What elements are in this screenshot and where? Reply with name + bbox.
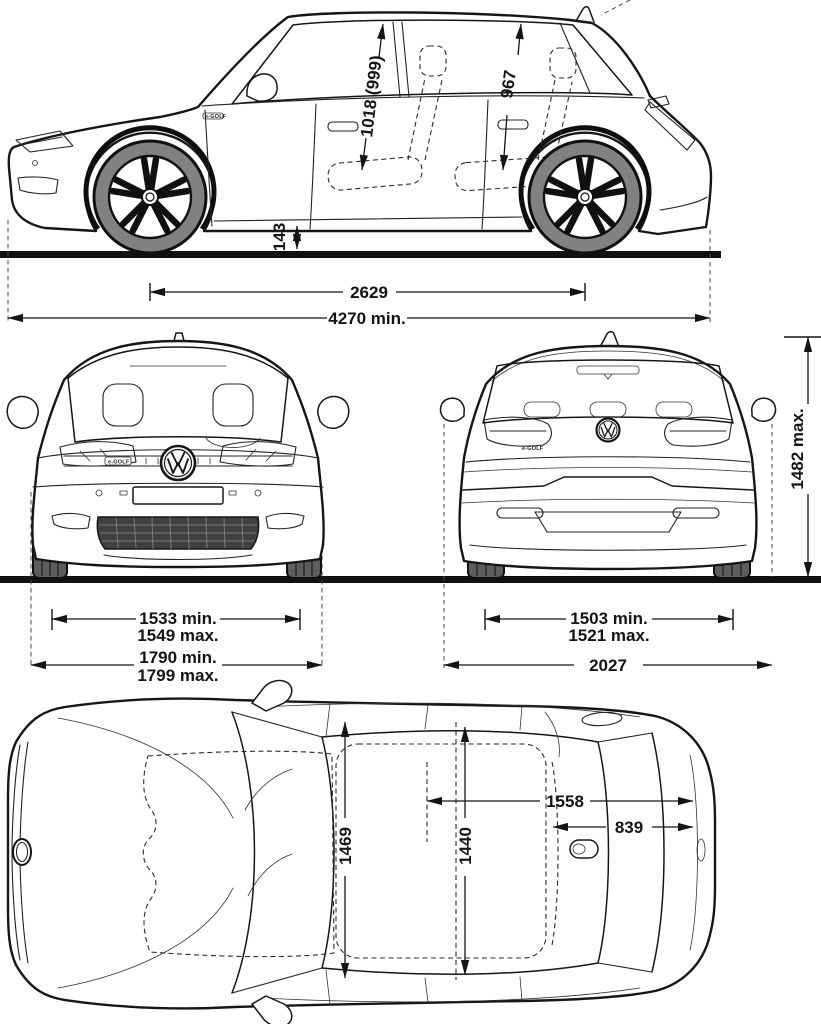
rear-mirror-left [440, 398, 464, 421]
dim-wheelbase [150, 283, 585, 302]
side-antenna-fin-icon [576, 7, 594, 22]
vw-logo-top [13, 839, 31, 865]
dim-rear-track-min-label: 1503 min. [570, 609, 648, 628]
rear-car-body [460, 346, 757, 569]
dim-rear-interior-width-label: 1440 [456, 827, 475, 865]
rear-view [440, 332, 821, 675]
front-door-handle [328, 122, 358, 131]
c-pillar-divider [560, 23, 590, 93]
dim-rear-interior-width [456, 727, 475, 975]
dim-front-track-min-label: 1533 min. [139, 609, 217, 628]
cowl-arc [232, 712, 255, 993]
door-seam-2 [482, 100, 488, 229]
front-antenna [174, 333, 184, 341]
dim-front-track-max-label: 1549 max. [137, 626, 219, 645]
mid-ground-line [0, 576, 821, 583]
dim-rear-track [485, 609, 733, 645]
dim-body-width-max-label: 1799 max. [137, 666, 219, 685]
dim-front-track [52, 609, 300, 645]
bumper-crease [660, 197, 707, 210]
dim-overall-height [784, 337, 821, 577]
front-seat-dashed [327, 46, 446, 191]
dim-ground-clearance [270, 223, 297, 251]
sensor-dot [33, 161, 38, 166]
side-badge: e-GOLF [205, 114, 227, 120]
dim-front-interior-width-label: 1469 [336, 827, 355, 865]
dim-overall-height-label: 1482 max. [788, 408, 807, 490]
hood-creases [58, 718, 233, 988]
b-pillar [393, 22, 409, 97]
charge-port-detail [570, 840, 598, 858]
sill-crease [214, 217, 522, 221]
front-intake [18, 177, 58, 194]
dim-rear-track-max-label: 1521 max. [568, 626, 650, 645]
antenna-extension-dashed [601, 0, 630, 15]
rear-badge: e-GOLF [522, 446, 544, 452]
dim-front-headroom [357, 24, 386, 170]
dim-load-length-label: 839 [614, 818, 644, 837]
dim-width-mirrors [444, 656, 772, 675]
vw-logo-rear [597, 419, 620, 442]
seatback-dashed-arc [552, 762, 558, 945]
dim-load-length [553, 818, 693, 837]
dim-body-width-min-label: 1790 min. [139, 648, 217, 667]
rear-antenna-fin-icon [600, 332, 619, 347]
roof-rear-arc [598, 742, 609, 963]
dim-load-length-max-label: 1558 [546, 792, 584, 811]
front-wipers [245, 769, 292, 896]
front-mirror-left [7, 397, 38, 429]
lower-grille [97, 517, 258, 549]
door-seams-top [326, 703, 522, 1004]
c-pillars-top [598, 733, 652, 972]
top-antenna-fin-icon [582, 711, 623, 727]
rear-mirror-right [752, 398, 776, 421]
dim-ground-clearance-label: 143 [270, 222, 289, 252]
dim-body-width [31, 648, 322, 685]
cargo-area-dashed [336, 744, 546, 958]
tailgate-handle [697, 839, 705, 861]
dim-overall-length [8, 309, 710, 328]
front-wheel [94, 141, 206, 253]
dim-rear-headroom [497, 24, 521, 170]
roof-front-arc [322, 737, 334, 968]
side-view [0, 0, 721, 328]
rear-wheel [529, 141, 641, 253]
dim-width-mirrors-label: 2027 [589, 656, 627, 675]
front-view [7, 333, 349, 685]
taillight-side [645, 102, 695, 150]
side-glasshouse [232, 20, 632, 104]
side-ground-line [0, 251, 721, 258]
dim-rear-headroom-label: 967 [497, 68, 520, 100]
tailgate-arc [652, 733, 664, 972]
top-mirror-lower [252, 996, 292, 1024]
door-seam-1 [310, 104, 316, 229]
dim-front-interior-width [336, 722, 355, 978]
rear-glass-lower-arc [690, 755, 698, 950]
vw-logo-front [161, 446, 195, 480]
dim-wheelbase-label: 2629 [350, 283, 388, 302]
front-badge: e-GOLF [108, 459, 130, 466]
top-mirror-upper [252, 681, 292, 711]
front-mirror-right [318, 397, 349, 429]
dim-load-length-max [427, 792, 693, 811]
dim-overall-length-label: 4270 min. [328, 309, 406, 328]
rear-door-handle [498, 120, 528, 129]
front-seats-dashed [143, 751, 334, 956]
dim-front-headroom-label: 1018 (999) [357, 54, 386, 139]
top-view [8, 681, 715, 1024]
a-pillars-top [232, 712, 322, 993]
